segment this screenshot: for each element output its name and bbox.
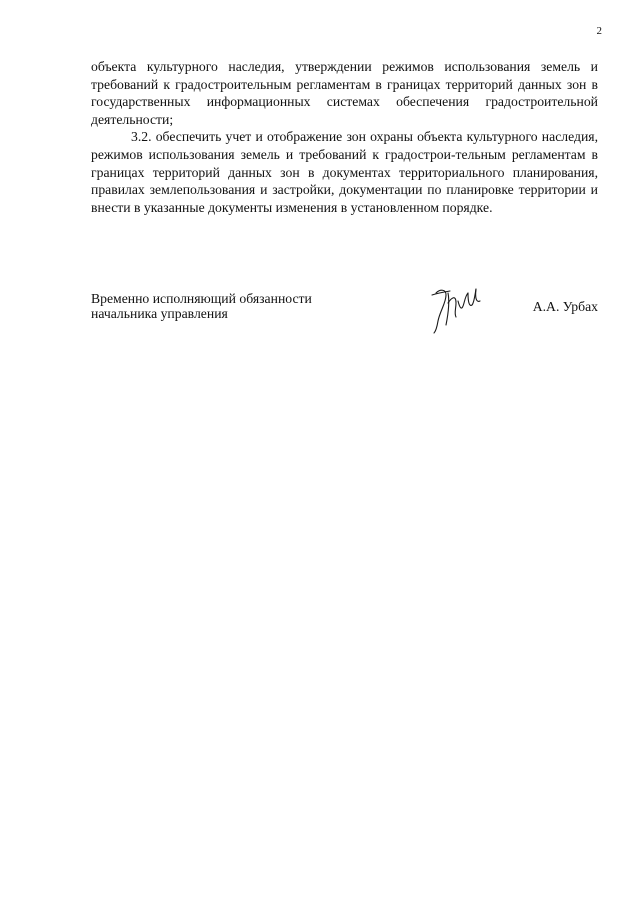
body-text xyxy=(91,58,598,216)
signatory-position xyxy=(91,291,391,321)
page-number: 2 xyxy=(596,25,602,37)
paragraph-continuation: объекта культурного наследия, утверждении режимов использования земель и требований к градостроительным регламентам в границах территорий данных зон в государственных информационных системах обеспечения градостроительной деятельности; xyxy=(91,59,598,127)
signatory-position-line-1: Временно исполняющий обязанности xyxy=(91,291,312,306)
signatory-name: А.А. Урбах xyxy=(532,299,598,314)
signature-block xyxy=(91,291,598,351)
paragraph-3-2: 3.2. обеспечить учет и отображение зон охраны объекта культурного наследия, режимов использования земель и требований к градострои-тельным регламентам в границах территорий данных зон в документах территориального планирования, правилах землепользования и застройки, документации по планировке территории и внести в указанные документы изменения в установленном порядке. xyxy=(91,129,598,215)
handwritten-signature xyxy=(426,281,486,336)
signatory-position-line-2: начальника управления xyxy=(91,306,228,321)
